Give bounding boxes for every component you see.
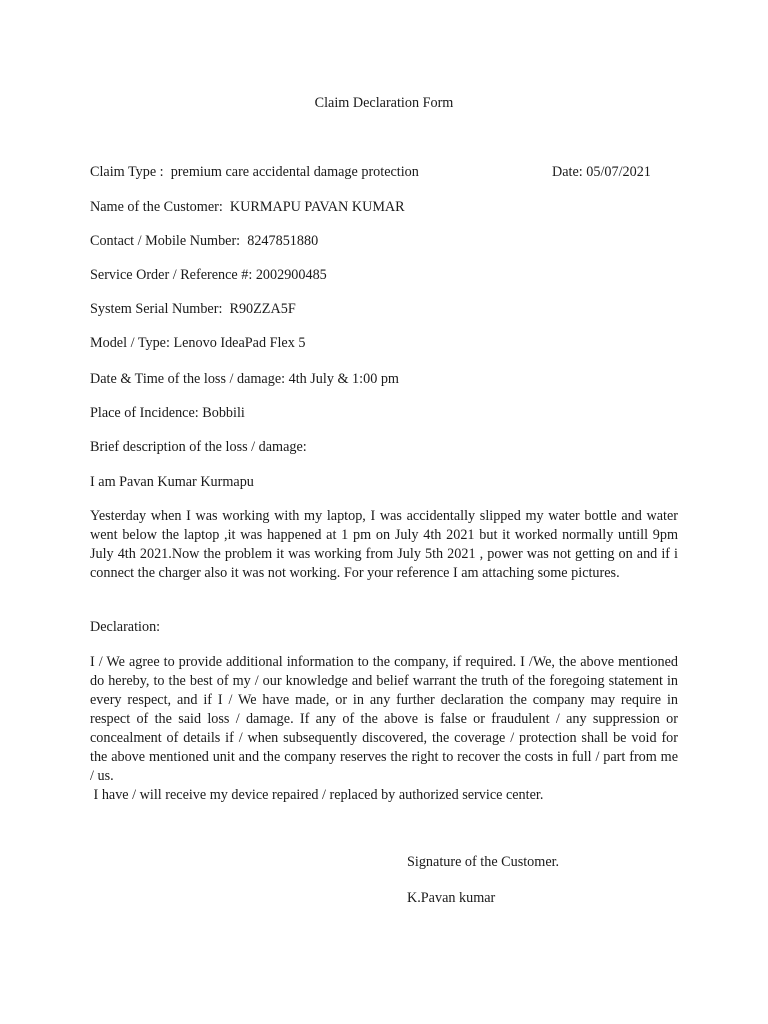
declaration-label: Declaration: xyxy=(90,619,161,635)
serial-number-field: System Serial Number: R90ZZA5F xyxy=(90,301,296,317)
page-title: Claim Declaration Form xyxy=(314,95,454,111)
contact-number-field: Contact / Mobile Number: 8247851880 xyxy=(90,233,319,249)
model-type-field: Model / Type: Lenovo IdeaPad Flex 5 xyxy=(90,335,306,351)
description-paragraph: Yesterday when I was working with my laptop, I was accidentally slipped my water bottle and water went below the laptop ,it was happened at 1 pm on July 4th 2021 but it worked normally untill 9pm July 4th 2021.Now the problem it was working from July 5th 2021 , power was not getting on and if i connect the charger also it was not working. For your reference I am attaching some pictures. xyxy=(90,508,678,581)
signature-name: K.Pavan kumar xyxy=(407,890,496,906)
place-of-incidence-field: Place of Incidence: Bobbili xyxy=(90,405,245,421)
intro-statement: I am Pavan Kumar Kurmapu xyxy=(90,474,254,490)
claim-type-field: Claim Type : premium care accidental damage protection xyxy=(90,164,419,180)
service-order-field: Service Order / Reference #: 2002900485 xyxy=(90,267,327,283)
declaration-paragraph: I / We agree to provide additional information to the company, if required. I /We, the above mentioned do hereby, to the best of my / our knowledge and belief warrant the truth of the foregoing statement in every respect, and if I / We have made, or in any further declaration the company may require in respect of the said loss / damage. If any of the above is false or fraudulent / any suppression or concealment of details if / when subsequently discovered, the coverage / protection shall be void for the above mentioned unit and the company reserves the right to recover the costs in full / part from me / us. xyxy=(90,654,678,784)
description-label: Brief description of the loss / damage: xyxy=(90,439,307,455)
date-field: Date: 05/07/2021 xyxy=(552,164,651,180)
loss-datetime-field: Date & Time of the loss / damage: 4th July & 1:00 pm xyxy=(90,371,399,387)
declaration-repair-statement: I have / will receive my device repaired / replaced by authorized service center. xyxy=(90,787,544,803)
customer-name-field: Name of the Customer: KURMAPU PAVAN KUMAR xyxy=(90,199,405,215)
signature-label: Signature of the Customer. xyxy=(407,854,560,870)
